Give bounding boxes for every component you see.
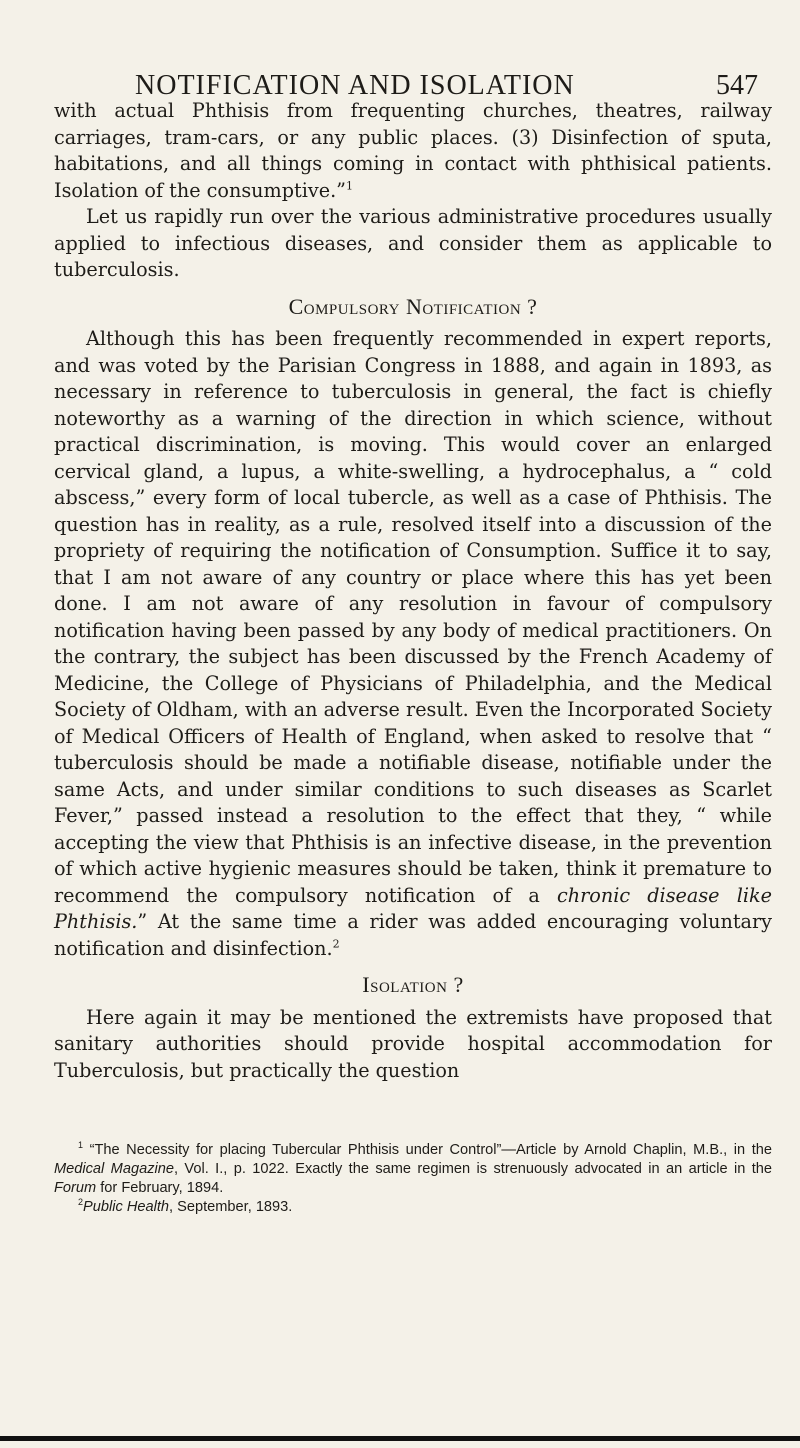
paragraph-2: Let us rapidly run over the various administrative procedures usually applied to infectious diseases, and consider them as applicable to tuberculosis.: [54, 205, 772, 281]
footnote-1: [54, 1141, 772, 1198]
footnote-1-text-c: for February, 1894.: [100, 1180, 224, 1196]
paragraph-3: [54, 326, 772, 962]
footnote-1-journal: Medical Magazine: [54, 1161, 174, 1177]
paragraph-4: Here again it may be mentioned the extremists have proposed that sanitary authorities should provide hospital accommodation for Tuberculosis, but practically the question: [54, 1005, 772, 1082]
footnote-ref-2: 2: [332, 937, 340, 951]
page-number: 547: [716, 70, 758, 101]
footnote-2-text: , September, 1893.: [169, 1199, 293, 1215]
paragraph-3-text-b: ” At the same time a rider was added encouraging voluntary notification and disinfection.: [54, 910, 772, 960]
footnote-2-mark: 2: [78, 1197, 84, 1208]
footnote-1-text-b: , Vol. I., p. 1022. Exactly the same regimen is strenuously advocated in an article in the: [173, 1161, 772, 1177]
footnote-1-forum: Forum: [54, 1180, 97, 1196]
paragraph-1-text: with actual Phthisis from frequenting churches, theatres, railway carriages, tram-cars, or any public places. (3) Disinfection of sputa, habitations, and all things coming in contact with phthisical patients. Isolation of the consumptive.”: [54, 99, 772, 202]
body-text: [54, 98, 772, 1084]
paragraph-1: [54, 98, 772, 204]
footnote-ref-1: 1: [345, 179, 353, 193]
footnote-2: [54, 1198, 772, 1217]
footnotes: [54, 1141, 772, 1217]
running-title: NOTIFICATION AND ISOLATION: [135, 70, 575, 101]
footnote-2-journal: Public Health: [83, 1199, 170, 1215]
bottom-edge-rule: [0, 1436, 800, 1441]
footnote-1-mark: 1: [78, 1140, 84, 1151]
footnote-1-text-a: “The Necessity for placing Tubercular Phthisis under Control”—Article by Arnold Chaplin, M.B., in the: [89, 1142, 772, 1158]
section-heading-notification: Compulsory Notification ?: [288, 293, 538, 319]
paragraph-3-text-a: Although this has been frequently recommended in expert reports, and was voted by the Parisian Congress in 1888, and again in 1893, as necessary in reference to tuberculosis in general, the fact is chiefly noteworthy as a warning of the direction in which science, without practical discrimination, is moving. This would cover an enlarged cervical gland, a lupus, a white-swelling, a hydrocephalus, a “ cold abscess,” every form of local tubercle, as well as a case of Phthisis. The question has in reality, as a rule, resolved itself into a discussion of the propriety of requiring the notification of Consumption. Suffice it to say, that I am not aware of any country or place where this has yet been done. I am not aware of any resolution in favour of compulsory notification having been passed by any body of medical practitioners. On the contrary, the subject has been discussed by the French Academy of Medicine, the College of Physicians of Philadelphia, and the Medical Society of Oldham, with an adverse result. Even the Incorporated Society of Medical Officers of Health of England, when asked to resolve that “ tuberculosis should be made a notifiable disease, notifiable under the same Acts, and under similar conditions to such diseases as Scarlet Fever,” passed instead a resolution to the effect that they, “ while accepting the view that Phthisis is an infective disease, in the prevention of which active hygienic measures should be taken, think it premature to recommend the compulsory notification of a: [54, 327, 772, 907]
paragraph-3-italic: chronic disease like Phthisis.: [54, 883, 772, 933]
section-heading-isolation: Isolation ?: [362, 972, 464, 997]
